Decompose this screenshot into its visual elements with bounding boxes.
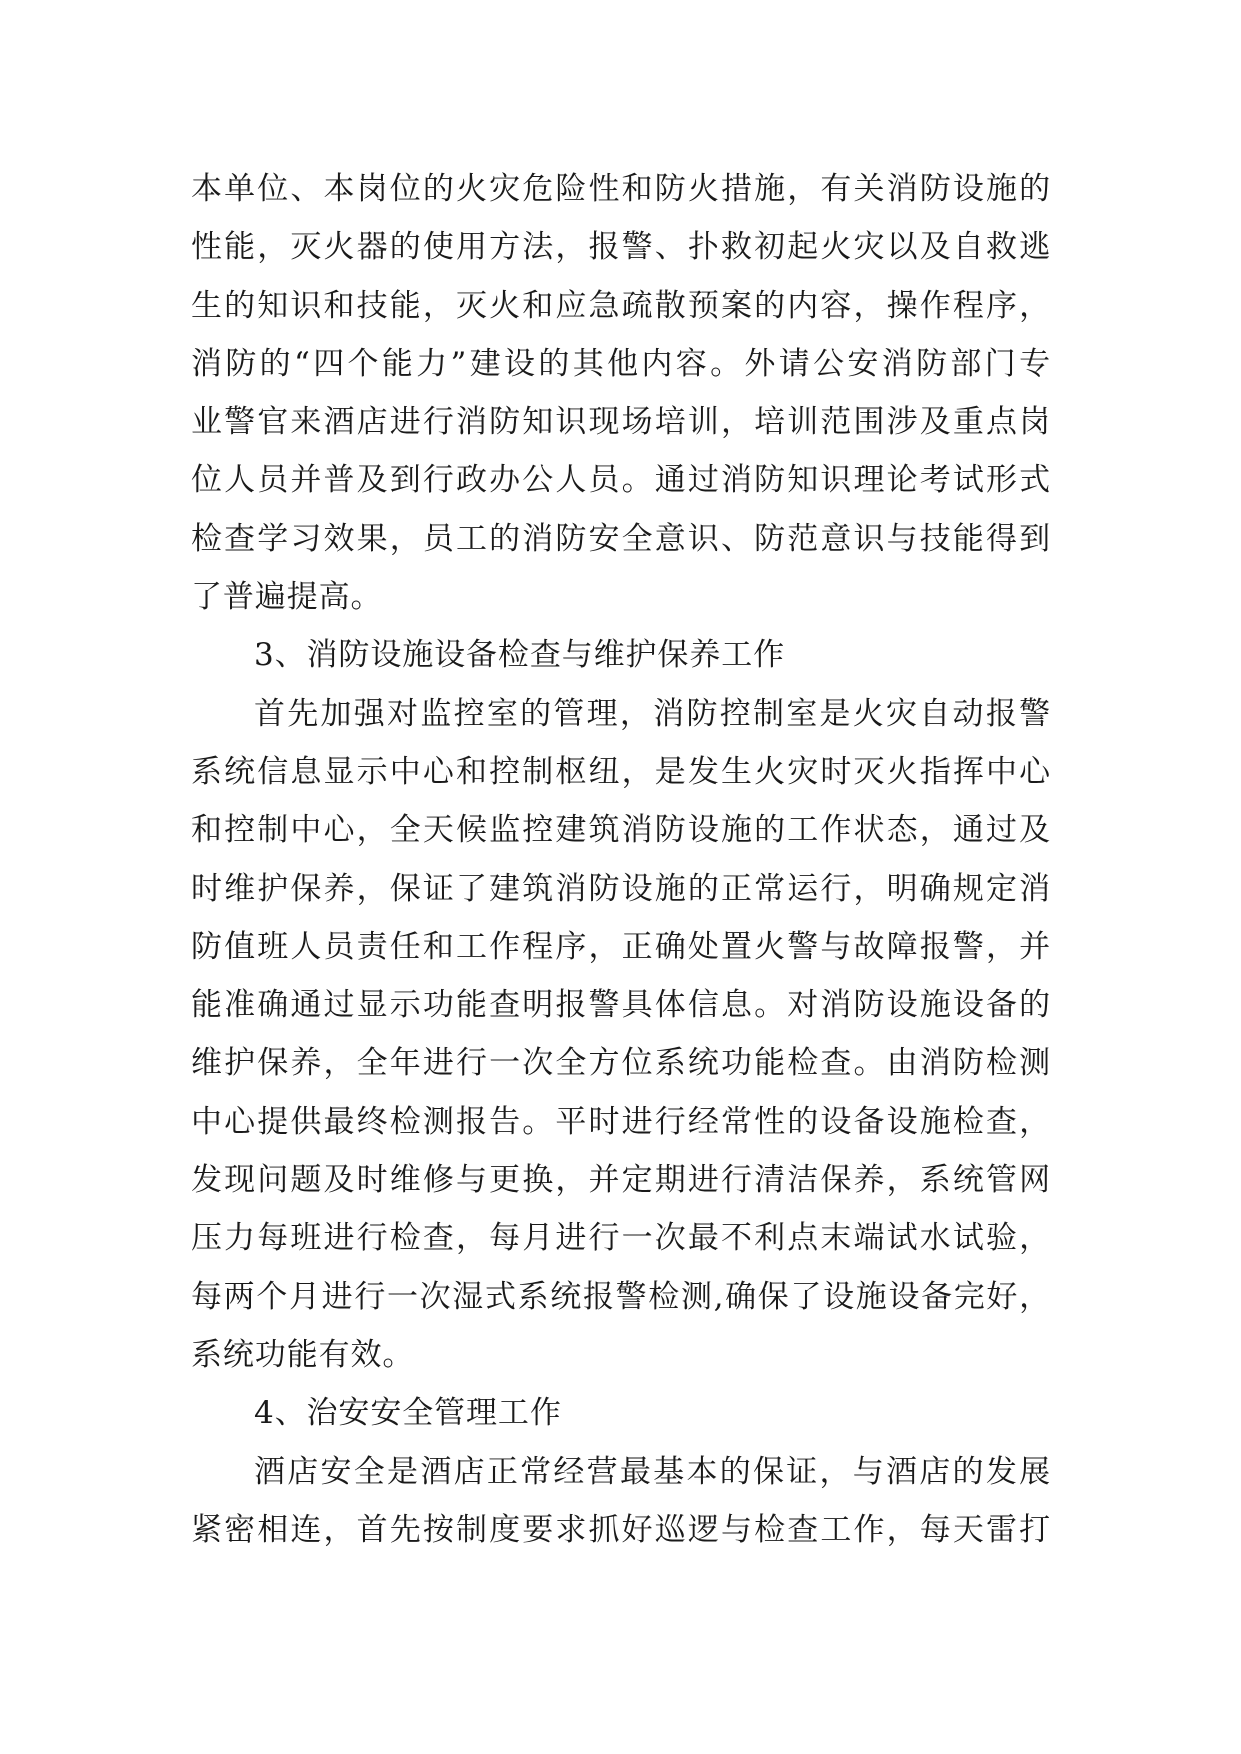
text-line: 能准确通过显示功能查明报警具体信息。对消防设施设备的 bbox=[191, 987, 1051, 1024]
text-line: 中心提供最终检测报告。平时进行经常性的设备设施检查， bbox=[191, 1103, 1051, 1140]
text-line: 系统信息显示中心和控制枢纽，是发生火灾时灭火指挥中心 bbox=[191, 753, 1051, 790]
text-line: 时维护保养，保证了建筑消防设施的正常运行，明确规定消 bbox=[191, 870, 1051, 907]
text-line: 位人员并普及到行政办公人员。通过消防知识理论考试形式 bbox=[191, 462, 1051, 499]
text-line: 压力每班进行检查，每月进行一次最不利点末端试水试验， bbox=[191, 1220, 1051, 1257]
text-line: 每两个月进行一次湿式系统报警检测,确保了设施设备完好， bbox=[191, 1278, 1051, 1315]
text-line: 检查学习效果，员工的消防安全意识、防范意识与技能得到 bbox=[191, 520, 1051, 557]
text-line: 紧密相连，首先按制度要求抓好巡逻与检查工作，每天雷打 bbox=[191, 1511, 1051, 1548]
text-line: 首先加强对监控室的管理，消防控制室是火灾自动报警 bbox=[254, 695, 1051, 732]
text-line: 生的知识和技能，灭火和应急疏散预案的内容，操作程序， bbox=[191, 287, 1051, 324]
text-line: 酒店安全是酒店正常经营最基本的保证，与酒店的发展 bbox=[254, 1453, 1051, 1490]
text-line: 维护保养，全年进行一次全方位系统功能检查。由消防检测 bbox=[191, 1045, 1051, 1082]
section-heading: 3、消防设施设备检查与维护保养工作 bbox=[254, 637, 786, 674]
body-text bbox=[191, 160, 1051, 1559]
text-line: 性能，灭火器的使用方法，报警、扑救初起火灾以及自救逃 bbox=[191, 229, 1051, 266]
text-line: 消防的“四个能力”建设的其他内容。外请公安消防部门专 bbox=[191, 345, 1051, 382]
text-line: 业警官来酒店进行消防知识现场培训，培训范围涉及重点岗 bbox=[191, 404, 1051, 441]
text-line: 系统功能有效。 bbox=[191, 1336, 415, 1373]
text-line: 了普遍提高。 bbox=[191, 579, 383, 616]
text-line: 防值班人员责任和工作程序，正确处置火警与故障报警，并 bbox=[191, 928, 1051, 965]
text-line: 和控制中心，全天候监控建筑消防设施的工作状态，通过及 bbox=[191, 812, 1051, 849]
text-line: 本单位、本岗位的火灾危险性和防火措施，有关消防设施的 bbox=[191, 171, 1051, 207]
text-line: 发现问题及时维修与更换，并定期进行清洁保养，系统管网 bbox=[191, 1162, 1051, 1199]
section-heading: 4、治安安全管理工作 bbox=[254, 1395, 562, 1432]
